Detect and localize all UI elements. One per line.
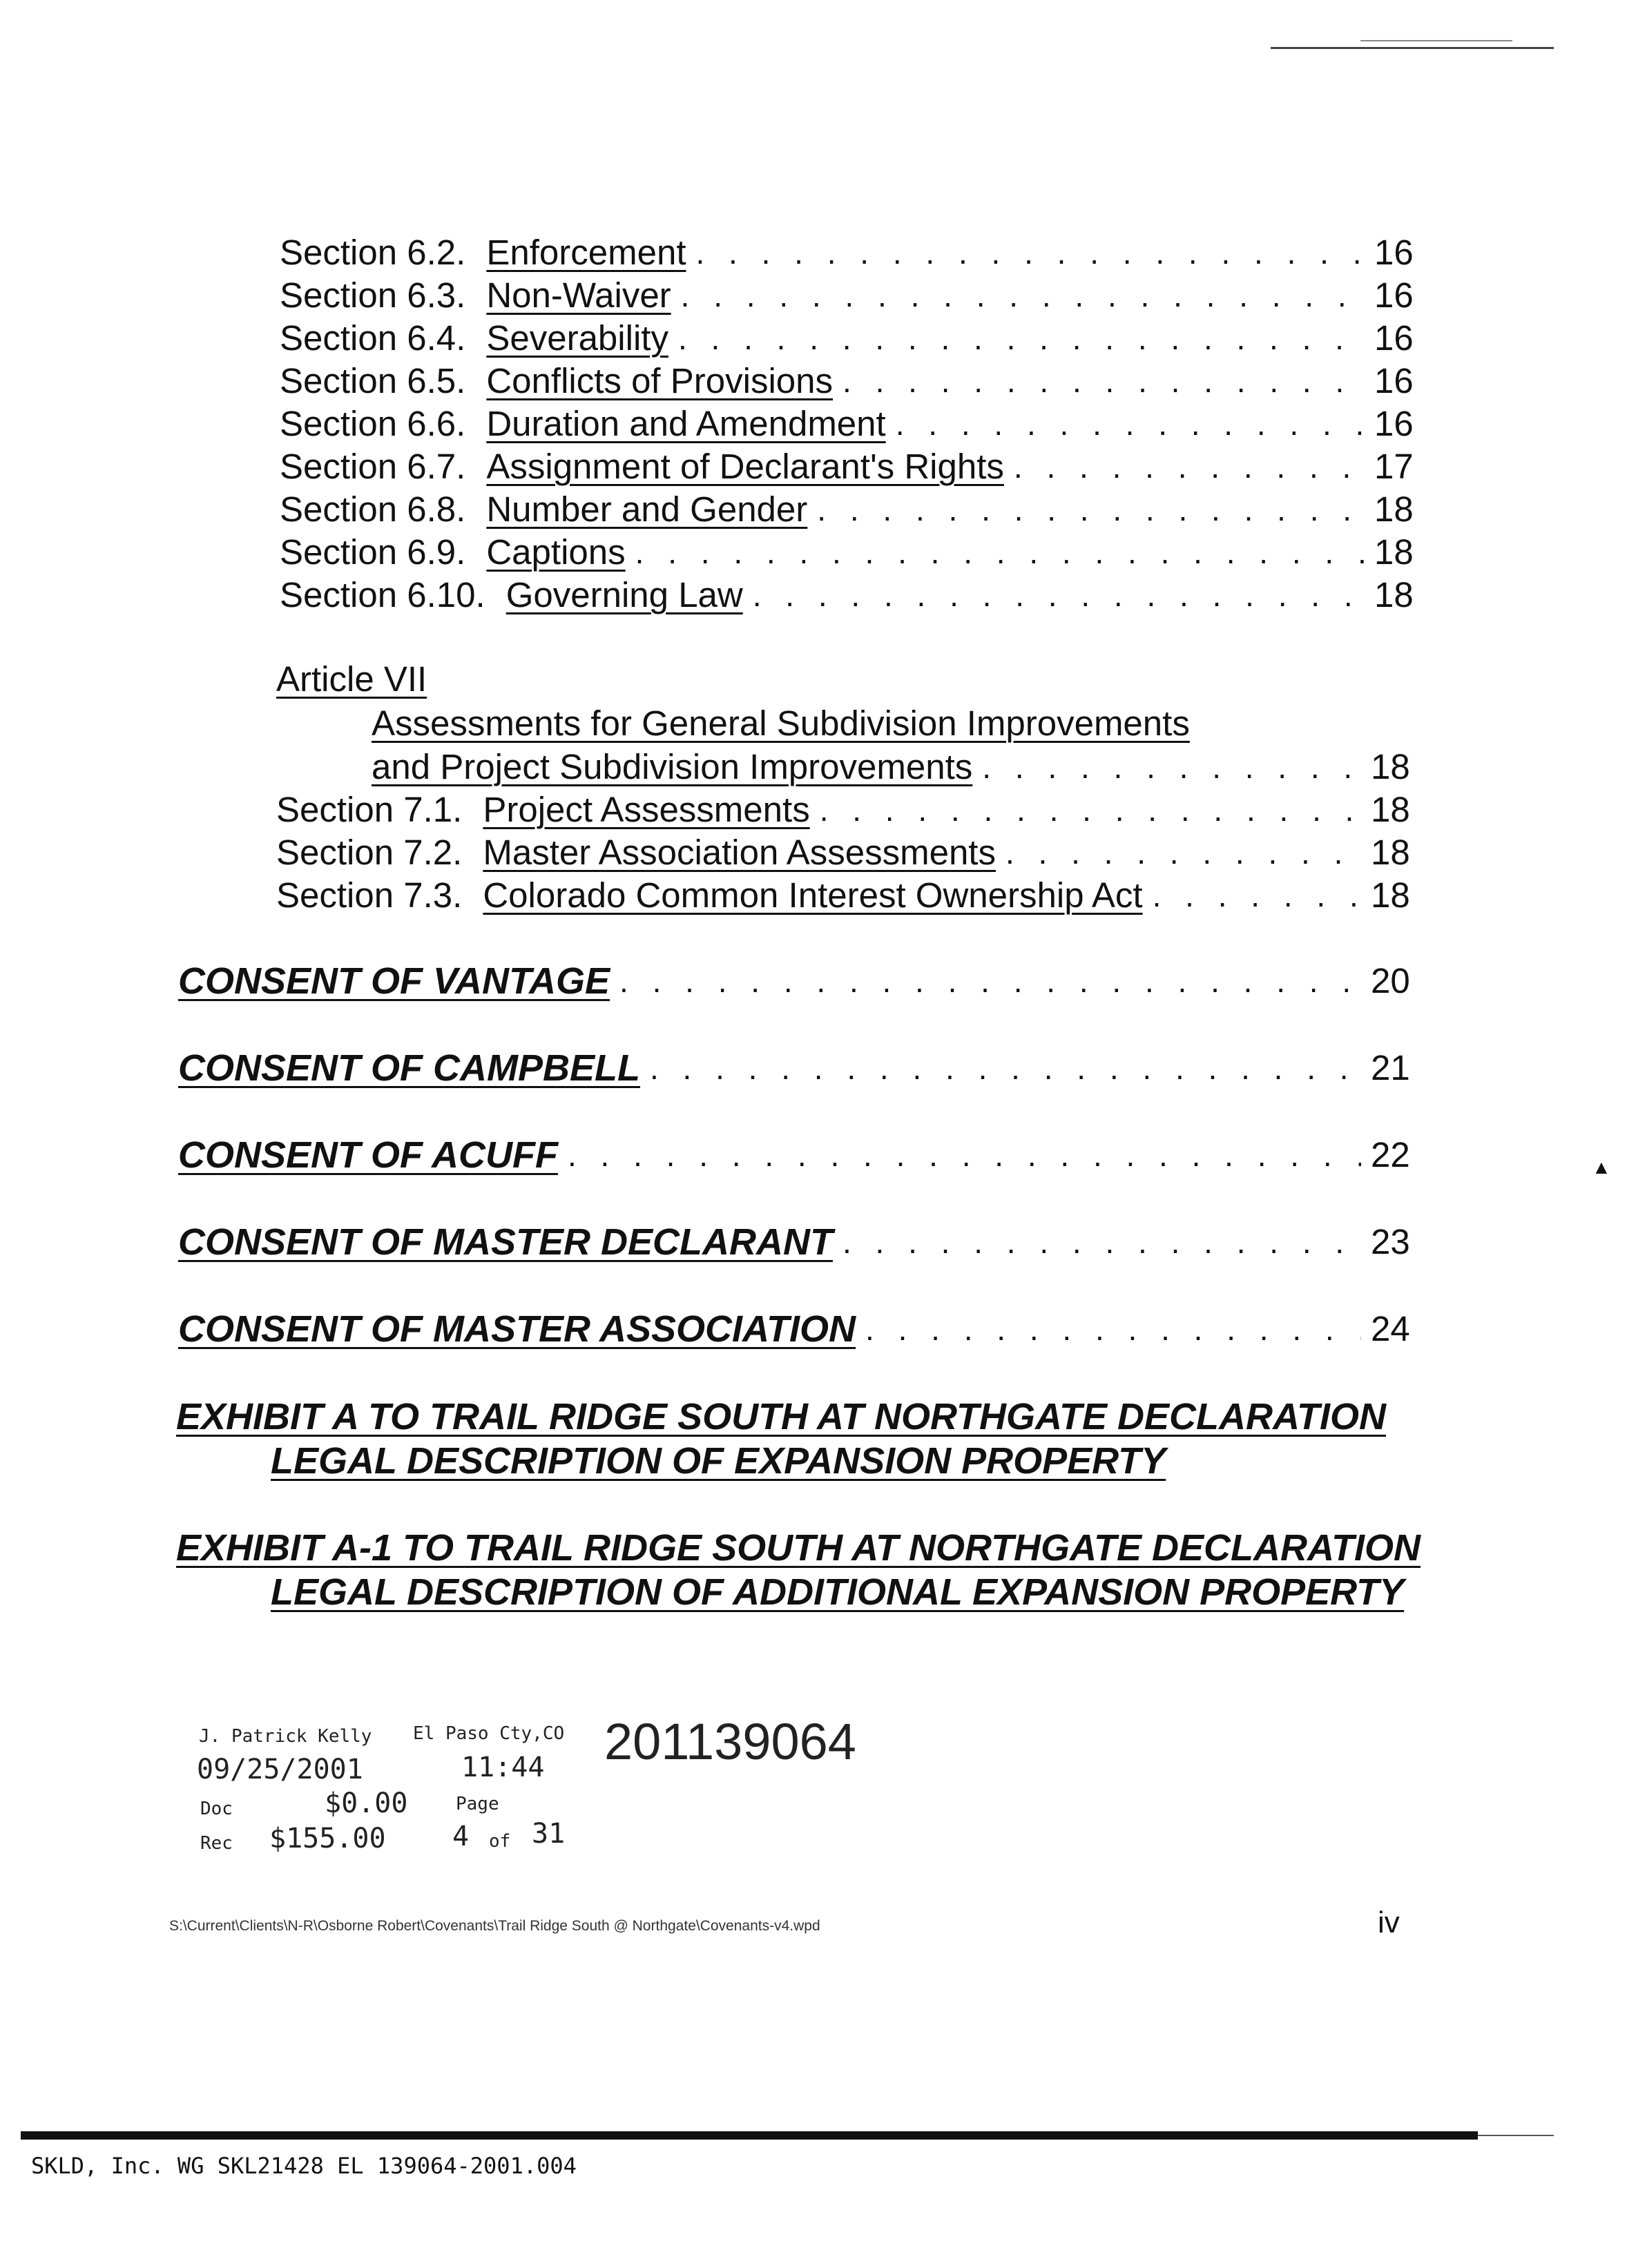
top-rule [1271, 47, 1554, 49]
exhibit-a-line2[interactable]: LEGAL DESCRIPTION OF EXPANSION PROPERTY [271, 1440, 1166, 1482]
dot-leader [1014, 445, 1365, 488]
section-number: Section 7.1. [276, 790, 463, 829]
stamp-rec-label: Rec [200, 1833, 233, 1854]
page-number: 16 [1374, 361, 1414, 400]
section-title-link[interactable]: Non-Waiver [486, 275, 671, 315]
file-path: S:\Current\Clients\N-R\Osborne Robert\Covenants\Trail Ridge South @ Northgate\Covenants-v4.wpd [169, 1918, 820, 1934]
toc-entry-6-9[interactable] [280, 531, 1423, 574]
dot-leader [650, 1047, 1361, 1089]
page-number-roman: iv [1378, 1906, 1400, 1939]
consent-title-link[interactable]: CONSENT OF CAMPBELL [178, 1047, 640, 1089]
dot-leader [635, 531, 1365, 574]
section-number: Section 7.3. [276, 875, 463, 915]
section-title-link[interactable]: Severability [486, 318, 668, 358]
page-number: 16 [1374, 404, 1414, 443]
toc-entry-7-1[interactable] [276, 788, 1419, 831]
dot-leader [843, 1221, 1361, 1263]
dot-leader [1005, 831, 1361, 874]
stamp-doc-label: Doc [200, 1799, 233, 1819]
page-number: 17 [1374, 447, 1414, 486]
toc-entry-6-3[interactable] [280, 274, 1423, 317]
page-number: 22 [1371, 1135, 1410, 1174]
stamp-page-num: 4 [452, 1821, 470, 1852]
stamp-doc-fee: $0.00 [325, 1787, 408, 1819]
dot-leader [820, 788, 1361, 831]
page-number: 16 [1374, 275, 1414, 315]
stamp-page-total: 31 [532, 1818, 566, 1850]
stamp-rec-fee: $155.00 [269, 1823, 386, 1854]
toc-entry-7-2[interactable] [276, 831, 1419, 874]
section-title-link[interactable]: Number and Gender [486, 490, 808, 529]
page-number: 18 [1374, 532, 1414, 572]
stamp-of-label: of [489, 1831, 511, 1852]
section-number: Section 6.10. [280, 575, 485, 614]
toc-entry-consent-acuff[interactable] [178, 1134, 1419, 1176]
recording-footer-stamp: SKLD, Inc. WG SKL21428 EL 139064-2001.004 [31, 2153, 577, 2179]
toc-entry-6-10[interactable] [280, 574, 1423, 617]
section-title-link[interactable]: Enforcement [486, 233, 686, 272]
section-number: Section 6.8. [280, 490, 466, 529]
dot-leader [678, 317, 1365, 360]
section-title-link[interactable]: Captions [486, 532, 626, 572]
section-number: Section 6.9. [280, 532, 466, 572]
stamp-page-label: Page [456, 1794, 499, 1814]
consent-title-link[interactable]: CONSENT OF MASTER DECLARANT [178, 1221, 833, 1263]
dot-leader [1153, 874, 1361, 917]
toc-entry-consent-vantage[interactable] [178, 960, 1419, 1002]
page-number: 24 [1371, 1309, 1410, 1348]
toc-entry-consent-master-association[interactable] [178, 1308, 1419, 1350]
section-number: Section 6.3. [280, 275, 466, 315]
article-vii-heading[interactable]: Article VII [276, 659, 427, 699]
toc-entry-6-5[interactable] [280, 360, 1423, 403]
page-number: 16 [1374, 233, 1414, 272]
section-title-link[interactable]: Master Association Assessments [483, 833, 996, 872]
bottom-rule [21, 2131, 1478, 2140]
consent-title-link[interactable]: CONSENT OF VANTAGE [178, 960, 610, 1002]
dot-leader [843, 360, 1365, 403]
margin-mark-icon: ▲ [1592, 1156, 1611, 1178]
toc-entry-6-7[interactable] [280, 445, 1423, 488]
dot-leader [896, 403, 1365, 445]
toc-entry-6-8[interactable] [280, 488, 1423, 531]
section-title-link[interactable]: Project Assessments [483, 790, 810, 829]
consent-title-link[interactable]: CONSENT OF ACUFF [178, 1134, 558, 1176]
stamp-county: El Paso Cty,CO [413, 1723, 565, 1744]
stamp-recorder: J. Patrick Kelly [199, 1726, 372, 1747]
toc-entry-consent-campbell[interactable] [178, 1047, 1419, 1089]
page-number: 18 [1374, 575, 1414, 614]
toc-entry-6-4[interactable] [280, 317, 1423, 360]
toc-entry-6-2[interactable] [280, 231, 1423, 274]
consent-title-link[interactable]: CONSENT OF MASTER ASSOCIATION [178, 1308, 856, 1350]
toc-entry-article-vii[interactable] [372, 746, 1419, 788]
dot-leader [753, 574, 1365, 617]
article-vii-title-line1[interactable]: Assessments for General Subdivision Improvements [372, 704, 1190, 743]
exhibit-a-line1[interactable]: EXHIBIT A TO TRAIL RIDGE SOUTH AT NORTHGATE DECLARATION [176, 1396, 1386, 1437]
section-title-link[interactable]: Colorado Common Interest Ownership Act [483, 875, 1143, 915]
stamp-date: 09/25/2001 [197, 1754, 363, 1785]
exhibit-a1-line1[interactable]: EXHIBIT A-1 TO TRAIL RIDGE SOUTH AT NORTHGATE DECLARATION [176, 1527, 1421, 1569]
page-number: 18 [1371, 790, 1410, 829]
section-number: Section 6.4. [280, 318, 466, 358]
section-number: Section 6.7. [280, 447, 466, 486]
dot-leader [619, 960, 1361, 1002]
page-number: 18 [1374, 490, 1414, 529]
stamp-time: 11:44 [461, 1752, 545, 1783]
section-title-link[interactable]: Conflicts of Provisions [486, 361, 834, 400]
dot-leader [865, 1308, 1361, 1350]
page-number: 18 [1371, 747, 1410, 786]
section-number: Section 7.2. [276, 833, 463, 872]
dot-leader [982, 746, 1361, 788]
section-number: Section 6.2. [280, 233, 466, 272]
toc-entry-consent-master-declarant[interactable] [178, 1221, 1419, 1263]
stamp-reception-number: 201139064 [604, 1713, 856, 1770]
section-number: Section 6.6. [280, 404, 466, 443]
exhibit-a1-line2[interactable]: LEGAL DESCRIPTION OF ADDITIONAL EXPANSION PROPERTY [271, 1571, 1405, 1613]
page-number: 18 [1371, 875, 1410, 915]
page-number: 18 [1371, 833, 1410, 872]
page-number: 21 [1371, 1048, 1410, 1087]
dot-leader [568, 1134, 1361, 1176]
page-number: 16 [1374, 318, 1414, 358]
article-vii-title-line2[interactable]: and Project Subdivision Improvements [372, 747, 973, 786]
toc-entry-7-3[interactable] [276, 874, 1419, 917]
page-number: 23 [1371, 1222, 1410, 1261]
dot-leader [696, 231, 1365, 274]
dot-leader [681, 274, 1365, 317]
section-title-link[interactable]: Governing Law [506, 575, 743, 614]
dot-leader [817, 488, 1365, 531]
section-title-link[interactable]: Duration and Amendment [486, 404, 886, 443]
toc-entry-6-6[interactable] [280, 403, 1423, 445]
top-rule-short [1360, 40, 1512, 41]
section-title-link[interactable]: Assignment of Declarant's Rights [486, 447, 1004, 486]
bottom-rule-thin [1478, 2135, 1554, 2136]
section-number: Section 6.5. [280, 361, 466, 400]
page-number: 20 [1371, 961, 1410, 1000]
